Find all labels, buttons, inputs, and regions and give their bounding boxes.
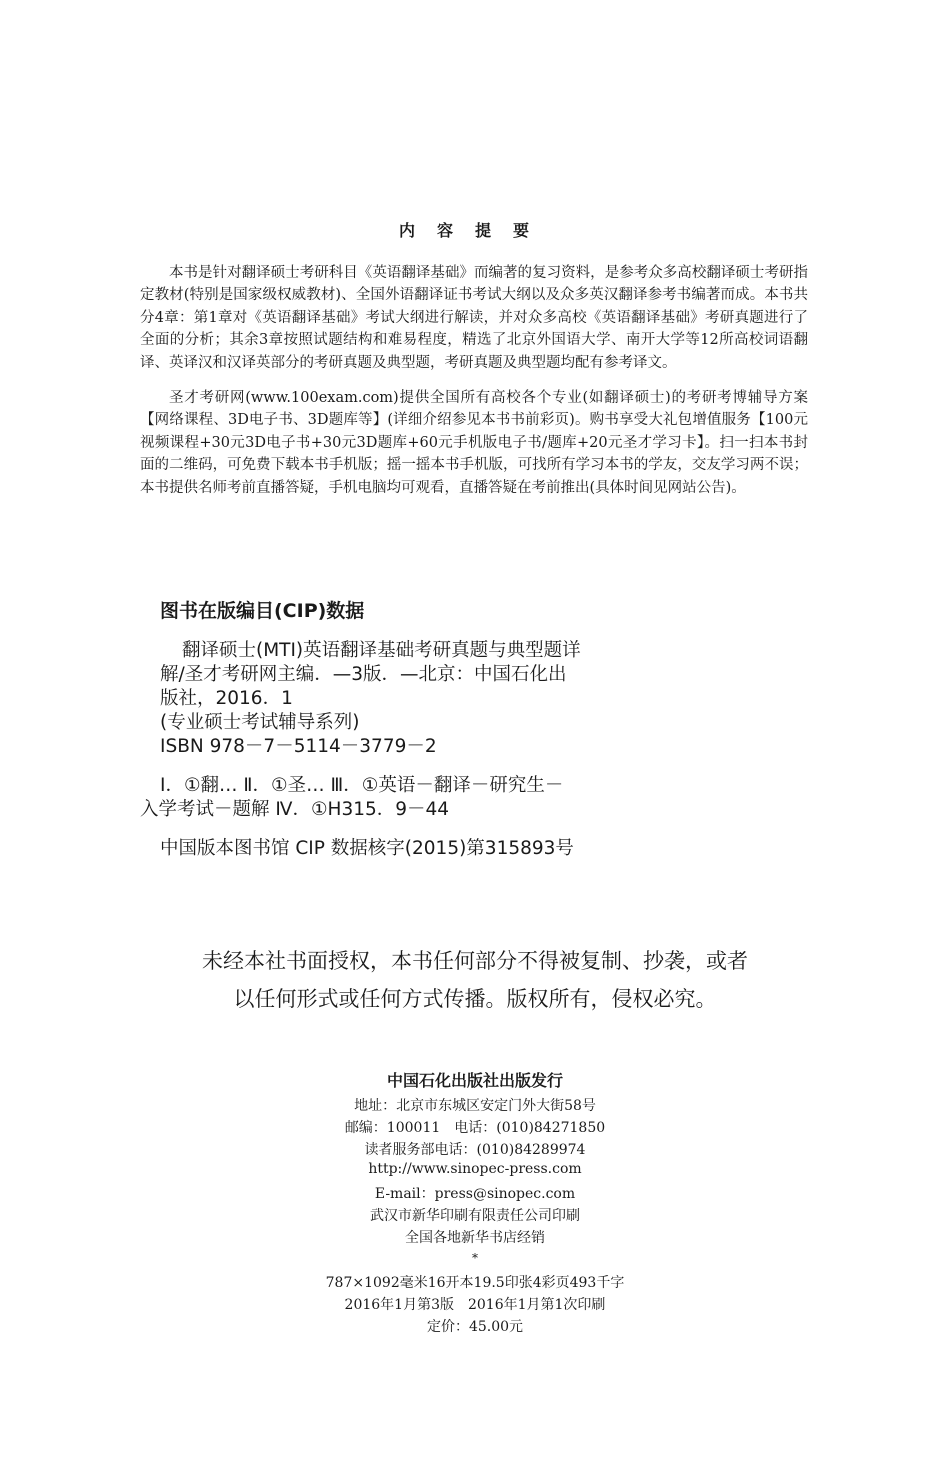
cip-line-3: 版社，2016．1 bbox=[160, 688, 293, 709]
publisher-email: E-mail：press@sinopec.com bbox=[374, 1186, 576, 1202]
summary-paragraph-1: 本书是针对翻译硕士考研科目《英语翻译基础》而编著的复习资料，是参考众多高校翻译硕士考研指定教材(特别是国家级权威教材)、全国外语翻译证书考试大纲以及众多英汉翻译参考书编著而成。本书共分4章：第1章对《英语翻译基础》考试大纲进行解读，并对众多高校《英语翻译基础》考研真题进行了全面的分析；其余3章按照试题结构和难易程度，精选了北京外国语大学、南开大学等12所高校词语翻译、英译汉和汉译英部分的考研真题及典型题，考研真题及典型题均配有参考译文。 bbox=[140, 265, 808, 371]
publisher-website: http://www.sinopec-press.com bbox=[368, 1161, 582, 1177]
publisher-service-phone: 读者服务部电话：(010)84289974 bbox=[364, 1142, 586, 1158]
cip-line-1: 翻译硕士(MTI)英语翻译基础考研真题与典型题详 bbox=[182, 640, 581, 661]
summary-paragraph-2: 圣才考研网(www.100exam.com)提供全国所有高校各个专业(如翻译硕士)的考研考博辅导方案【网络课程、3D电子书、3D题库等】(详细介绍参见本书书前彩页)。购书享受大礼包增值服务【100元视频课程+30元3D电子书+30元3D题库+60元手机版电子书/题库+20元圣才学习卡】。扫一扫本书封面的二维码，可免费下载本书手机版；摇一摇本书手机版，可找所有学习本书的学友，交友学习两不误；本书提供名师考前直播答疑，手机电脑均可观看，直播答疑在考前推出(具体时间见网站公告)。 bbox=[140, 390, 808, 496]
publisher-edition: 2016年1月第3版 2016年1月第1次印刷 bbox=[344, 1297, 606, 1313]
publisher-format: 787×1092毫米16开本19.5印张4彩页493千字 bbox=[325, 1275, 625, 1291]
cip-line-2: 解/圣才考研网主编．—3版．—北京：中国石化出 bbox=[160, 664, 567, 685]
publisher-separator: * bbox=[472, 1251, 478, 1265]
cip-line-8: 中国版本图书馆 CIP 数据核字(2015)第315893号 bbox=[160, 838, 574, 859]
publisher-distributor: 全国各地新华书店经销 bbox=[405, 1230, 545, 1246]
summary-heading: 内容提要 bbox=[398, 221, 551, 240]
publisher-address: 地址：北京市东城区安定门外大街58号 bbox=[354, 1098, 596, 1114]
publisher-printer: 武汉市新华印刷有限责任公司印刷 bbox=[370, 1208, 580, 1224]
cip-line-7: 入学考试－题解 Ⅳ．①H315．9－44 bbox=[140, 799, 450, 820]
cip-line-4: (专业硕士考试辅导系列) bbox=[160, 712, 360, 733]
publisher-postcode-phone: 邮编：100011 电话：(010)84271850 bbox=[344, 1120, 606, 1136]
copyright-line-1: 未经本社书面授权，本书任何部分不得被复制、抄袭，或者 bbox=[202, 949, 748, 973]
publisher-title: 中国石化出版社出版发行 bbox=[386, 1071, 563, 1090]
cip-line-6: Ⅰ．①翻… Ⅱ．①圣… Ⅲ．①英语－翻译－研究生－ bbox=[160, 775, 564, 796]
cip-title: 图书在版编目(CIP)数据 bbox=[160, 600, 365, 622]
copyright-line-2: 以任何形式或任何方式传播。版权所有，侵权必究。 bbox=[233, 987, 717, 1011]
cip-line-5: ISBN 978－7－5114－3779－2 bbox=[160, 736, 437, 757]
publisher-price: 定价：45.00元 bbox=[426, 1319, 524, 1335]
